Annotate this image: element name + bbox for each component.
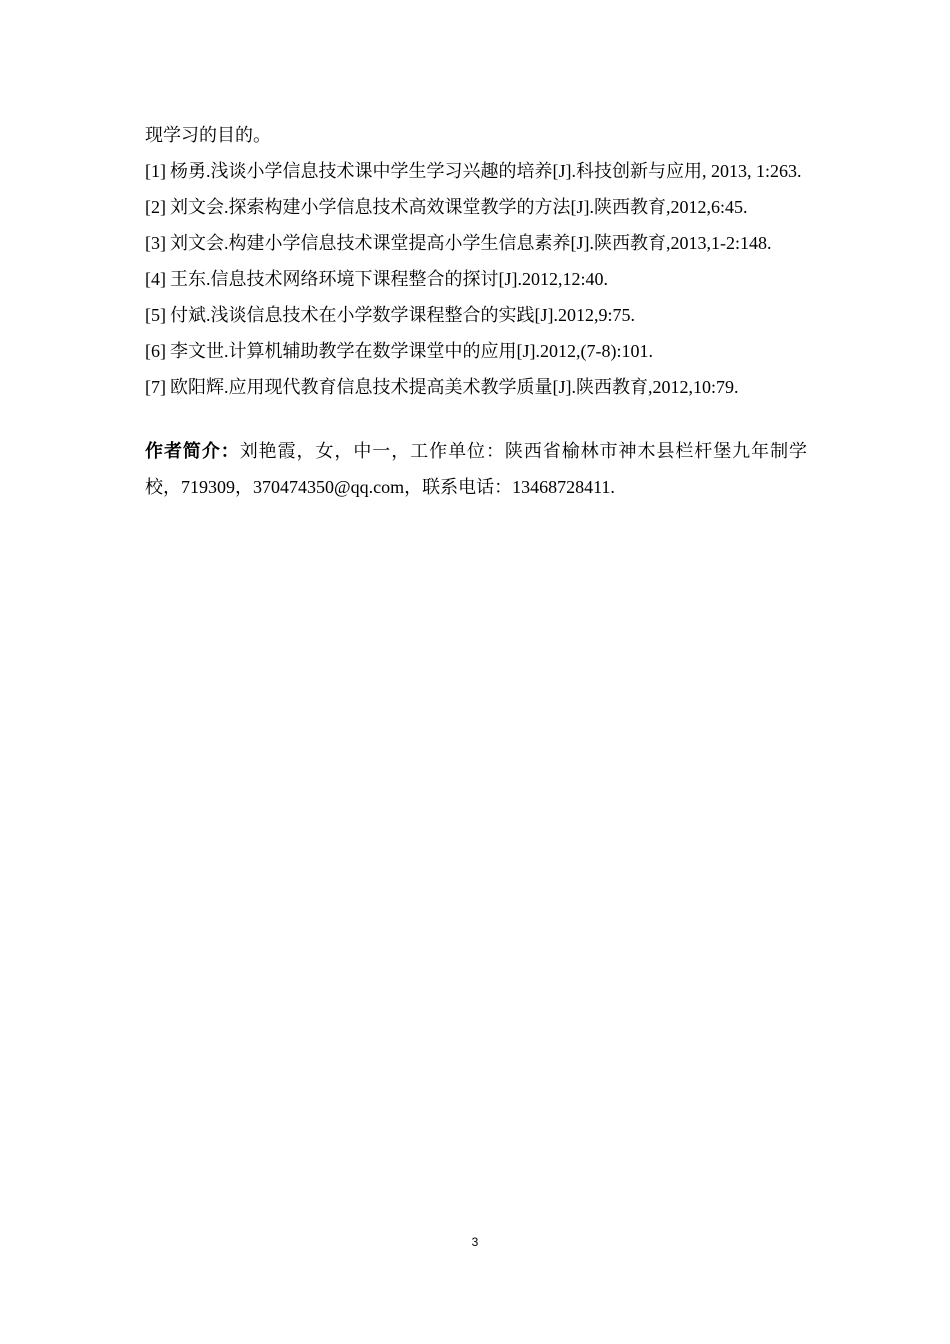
reference-item <box>145 189 807 225</box>
reference-text: 刘文会.构建小学信息技术课堂提高小学生信息素养[J].陕西教育,2013,1-2:148. <box>170 233 772 253</box>
reference-text: 王东.信息技术网络环境下课程整合的探讨[J].2012,12:40. <box>170 269 608 289</box>
paragraph-continuation: 现学习的目的。 <box>145 125 271 145</box>
reference-number: [4] <box>145 269 166 289</box>
reference-text: 付斌.浅谈信息技术在小学数学课程整合的实践[J].2012,9:75. <box>170 305 635 325</box>
reference-item <box>145 297 807 333</box>
reference-number: [5] <box>145 305 166 325</box>
reference-number: [6] <box>145 341 166 361</box>
reference-item <box>145 261 807 297</box>
reference-list <box>145 153 807 405</box>
reference-text: 杨勇.浅谈小学信息技术课中学生学习兴趣的培养[J].科技创新与应用, 2013, 1:263. <box>170 161 802 181</box>
author-bio <box>145 433 807 505</box>
reference-number: [1] <box>145 161 166 181</box>
reference-text: 刘文会.探索构建小学信息技术高效课堂教学的方法[J].陕西教育,2012,6:45. <box>170 197 748 217</box>
reference-item <box>145 369 807 405</box>
reference-item <box>145 153 807 189</box>
reference-number: [3] <box>145 233 166 253</box>
reference-item <box>145 225 807 261</box>
reference-text: 李文世.计算机辅助教学在数学课堂中的应用[J].2012,(7-8):101. <box>170 341 653 361</box>
reference-item <box>145 333 807 369</box>
reference-text: 欧阳辉.应用现代教育信息技术提高美术教学质量[J].陕西教育,2012,10:79. <box>170 377 739 397</box>
reference-number: [2] <box>145 197 166 217</box>
page-content <box>145 117 807 523</box>
author-bio-label: 作者简介： <box>145 441 240 461</box>
author-bio-text: 刘艳霞，女，中一，工作单位：陕西省榆林市神木县栏杆堡九年制学校，719309，370474350@qq.com，联系电话：13468728411. <box>145 441 808 497</box>
page-number: 3 <box>471 1235 479 1249</box>
reference-number: [7] <box>145 377 166 397</box>
